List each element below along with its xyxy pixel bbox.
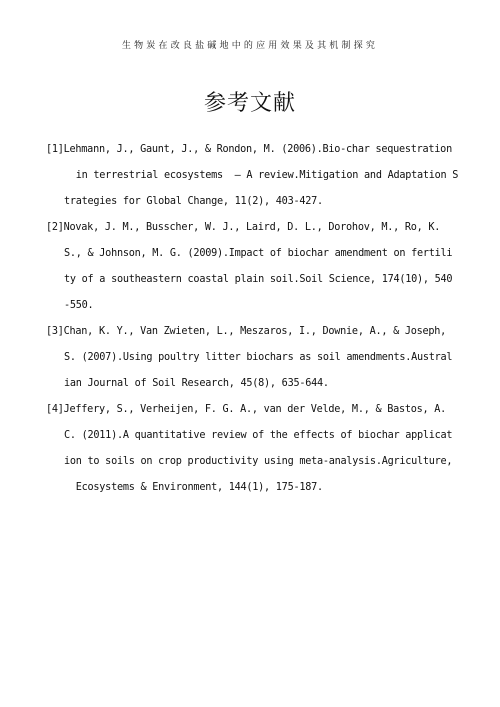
reference-3-line-2: S. (2007).Using poultry litter biochars as soil amendments.Austral	[64, 352, 453, 363]
reference-4-line-3: ion to soils on crop productivity using meta-analysis.Agriculture,	[64, 456, 453, 467]
running-header: 生物炭在改良盐碱地中的应用效果及其机制探究	[121, 41, 379, 51]
reference-4-line-2: C. (2011).A quantitative review of the effects of biochar applicat	[64, 430, 453, 441]
reference-1-line-3: trategies for Global Change, 11(2), 403-427.	[64, 196, 323, 207]
reference-3-line-3: ian Journal of Soil Research, 45(8), 635-644.	[64, 378, 329, 389]
reference-2-line-3: ty of a southeastern coastal plain soil.Soil Science, 174(10), 540	[64, 274, 453, 285]
page-title: 参考文献	[203, 91, 296, 116]
reference-2-line-1: [2]Novak, J. M., Busscher, W. J., Laird, D. L., Dorohov, M., Ro, K.	[46, 222, 441, 233]
reference-3-line-1: [3]Chan, K. Y., Van Zwieten, L., Meszaros, I., Downie, A., & Joseph,	[46, 326, 447, 337]
reference-1-line-1: [1]Lehmann, J., Gaunt, J., & Rondon, M. (2006).Bio-char sequestration	[46, 144, 452, 155]
reference-4-line-1: [4]Jeffery, S., Verheijen, F. G. A., van der Velde, M., & Bastos, A.	[46, 404, 447, 415]
reference-2-line-4: -550.	[64, 300, 94, 311]
reference-2-line-2: S., & Johnson, M. G. (2009).Impact of biochar amendment on fertili	[64, 248, 453, 259]
reference-4-line-4: Ecosystems & Environment, 144(1), 175-187.	[64, 482, 323, 493]
reference-1-line-2: in terrestrial ecosystems – A review.Mitigation and Adaptation S	[64, 170, 459, 181]
